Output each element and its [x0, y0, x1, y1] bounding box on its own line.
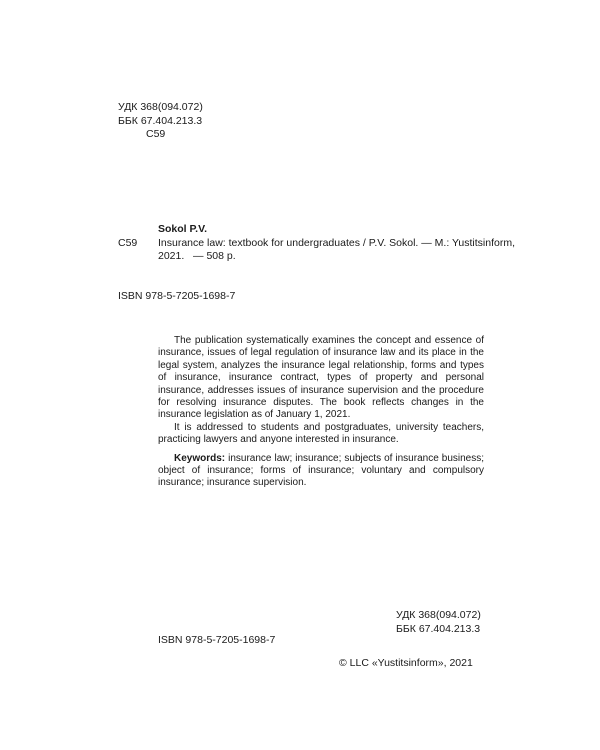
side-code: С59	[118, 237, 138, 249]
abstract-paragraph-2: It is addressed to students and postgraduates, university teachers, practicing lawyers and anyone interested in insurance.	[158, 421, 484, 446]
abstract	[158, 335, 484, 490]
top-bbk: ББК 67.404.213.3	[118, 114, 203, 127]
bottom-classification	[396, 609, 481, 636]
top-udk: УДК 368(094.072)	[118, 101, 203, 113]
copyright: © LLC «Yustitsinform», 2021	[339, 657, 473, 669]
isbn-bottom: ISBN 978-5-7205-1698-7	[158, 634, 276, 646]
keywords-text: insurance law; insurance; subjects of insurance business; object of insurance; forms of insurance; voluntary and compulsory insurance; insurance supervision.	[158, 452, 484, 489]
bib-line-2: 2021. — 508 p.	[158, 250, 236, 262]
author-name: Sokol P.V.	[158, 223, 208, 235]
bib-line-1: Insurance law: textbook for undergraduates / P.V. Sokol. — M.: Yustitsinform,	[158, 237, 515, 249]
keywords-paragraph	[158, 453, 484, 490]
bottom-bbk: ББК 67.404.213.3	[396, 622, 481, 635]
isbn-top: ISBN 978-5-7205-1698-7	[118, 290, 236, 302]
keywords-label: Keywords:	[174, 452, 226, 464]
bottom-udk: УДК 368(094.072)	[396, 609, 481, 621]
top-code: С59	[146, 128, 166, 140]
abstract-paragraph-1: The publication systematically examines the concept and essence of insurance, issues of legal regulation of insurance law and its place in the legal system, analyzes the insurance legal relationship, forms and types of insurance, insurance contract, types of property and personal insurance, addresses issues of insurance supervision and the procedure for resolving insurance disputes. The book reflects changes in the insurance legislation as of January 1, 2021.	[158, 335, 484, 421]
top-classification	[118, 101, 203, 142]
